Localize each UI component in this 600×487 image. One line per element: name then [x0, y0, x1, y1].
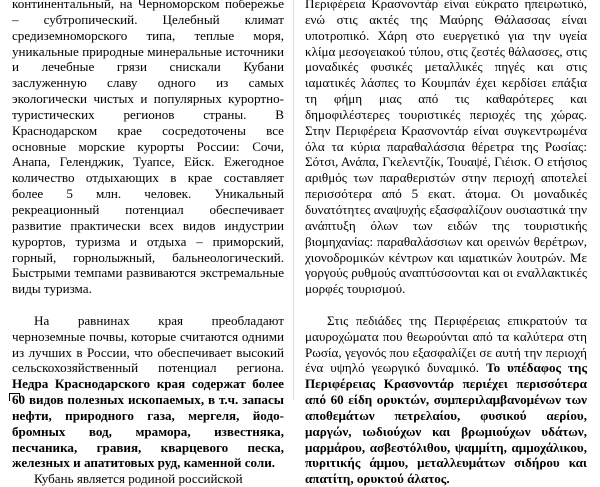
paragraph-spacer — [12, 297, 284, 313]
paragraph-climate-ru: континентальный, на Черноморском побережье – субтропический. Целебный климат средиземноморского типа, теплые моря, уникальные природные минеральные источники и лечебные грязи снискали Кубани заслуженную славу одного из самых экологически чистых и популярных курортно-туристических регионов страны. В Краснодарском крае сосредоточены все основные морские курорты России: Сочи, Анапа, Геленджик, Туапсе, Ейск. Ежегодное количество отдыхающих в крае составляет более 5 млн. человек. Уникальный рекреационный потенциал обеспечивает развитие практически всех видов индустрии курортов, туризма и отдыха – приморский, горный, горнолыжный, бальнеологический. Быстрыми темпами развиваются экстремальные виды туризма. — [12, 0, 284, 297]
minerals-text-el: Το υπέδαφος της Περιφέρειας Κρασνοντάρ περιέχει περισσότερα από 60 είδη ορυκτών, συμπεριλαμβανομένων των αποθεμάτων πετρελαίου, φυσικού αερίου, μαργών, ιωδιούχων και βρωμιούχων υδάτων, μαρμάρου, ασβεστόλιθου, ψαμμίτη, αμμοχάλικου, πυριτικής άμμου, μεταλλευμάτων σιδήρου και απατίτη, ορυκτού άλατος. — [305, 360, 587, 487]
paragraph-resources-ru — [12, 313, 284, 471]
soils-text-el: Στις πεδιάδες της Περιφέρειας επικρατούν τα μαυροχώματα που θεωρούνται από τα καλύτερα στη Ρωσία, γεγονός που εξασφαλίζει σε αυτή την περιοχή ένα υψηλό γεωργικό δυναμικό. — [305, 312, 587, 376]
paragraph-spacer — [305, 297, 587, 313]
column-gutter — [293, 0, 294, 400]
russian-text-column — [12, 0, 284, 487]
crop-mark — [9, 393, 20, 401]
paragraph-resources-el — [305, 313, 587, 487]
soils-text-ru: На равнинах края преобладают черноземные почвы, которые считаются одними из лучших в России, что обеспечивает высокий сельскохозяйственный потенциал региона. — [12, 312, 284, 376]
minerals-text-ru: Недра Краснодарского края содержат более 60 видов полезных ископаемых, в т.ч. запасы нефти, природного газа, мергеля, йодо-бромных вод, мрамора, известняка, песчаника, гравия, кварцевого песка, железных и апатитовых руд, каменной соли. — [12, 376, 284, 471]
paragraph-kuban-ru: Кубань является родиной российской — [34, 471, 243, 487]
greek-text-column — [305, 0, 587, 487]
paragraph-climate-el: Περιφέρεια Κρασνοντάρ είναι εύκρατο ηπειρωτικό, ενώ στις ακτές της Μαύρης Θάλασσας είναι υποτροπικό. Χάρη στο ευεργετικό για την υγεία κλίμα μεσογειακού τύπου, στις ζεστές θάλασσες, στις μοναδικές φυσικές μεταλλικές πηγές και στις ιαματικές λάσπες το Κουμπάν έχει κερδίσει επάξια τη φήμη μιας από τις καθαρότερες και δημοφιλέστερες τουριστικές περιοχές της χώρας. Στην Περιφέρεια Κρασνοντάρ είναι συγκεντρωμένα όλα τα κύρια παραθαλάσσια θέρετρα της Ρωσίας: Σότσι, Ανάπα, Γκελεντζίκ, Τουαψέ, Γιέισκ. Ο ετήσιος αριθμός των παραθεριστών στην περιοχή αποτελεί περισσότερα από 5 εκατ. άτομα. Οι μοναδικές δυνατότητες αναψυχής εξασφαλίζουν ουσιαστικά την ανάπτυξη όλων των ειδών της τουριστικής βιομηχανίας: παραθαλάσσιων και ορεινών θερέτρων, χιονοδρομικών κέντρων και ιαματικών λουτρών. Με γοργούς ρυθμούς αναπτύσσονται και οι εναλλακτικές μορφές τουρισμού. — [305, 0, 587, 297]
